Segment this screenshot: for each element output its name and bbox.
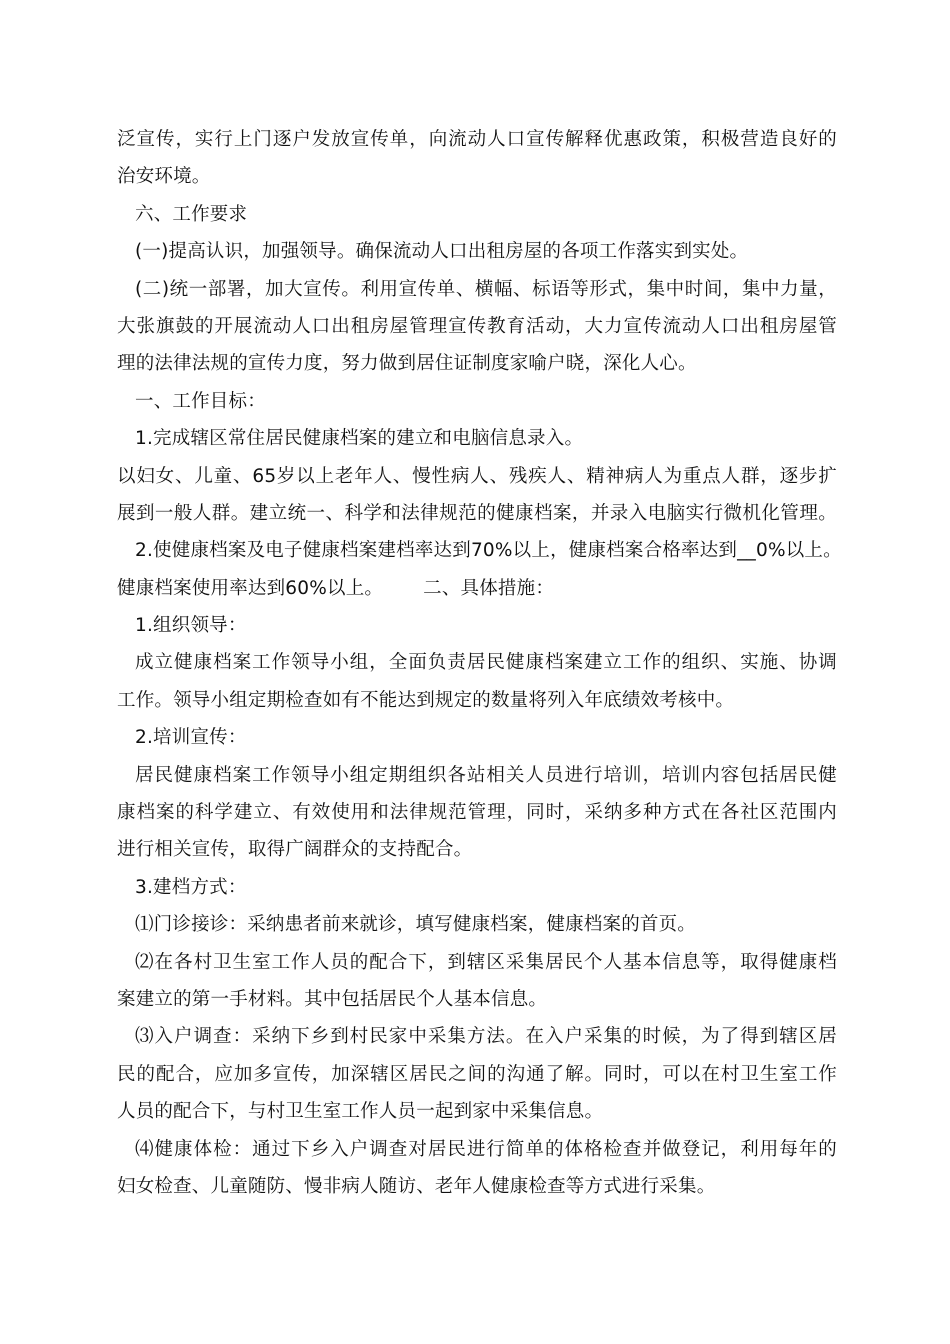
text-line: 工作。领导小组定期检查如有不能达到规定的数量将列入年底绩效考核中。	[117, 689, 735, 711]
text-line: 成立健康档案工作领导小组，全面负责居民健康档案建立工作的组织、实施、协调	[135, 652, 837, 674]
text-line: 居民健康档案工作领导小组定期组织各站相关人员进行培训，培训内容包括居民健	[135, 764, 837, 786]
text-line: 1.完成辖区常住居民健康档案的建立和电脑信息录入。	[135, 428, 584, 450]
text-line: ⑴门诊接诊：采纳患者前来就诊，填写健康档案，健康档案的首页。	[135, 914, 697, 936]
text-line: 民的配合，应加多宣传，加深辖区居民之间的沟通了解。同时，可以在村卫生室工作	[117, 1063, 837, 1085]
text-line: 案建立的第一手材料。其中包括居民个人基本信息。	[117, 988, 548, 1010]
text-segment: 健康档案使用率达到60%以上。	[117, 577, 384, 599]
subsection-heading: 1.组织领导：	[135, 615, 247, 637]
text-line: 康档案的科学建立、有效使用和法律规范管理，同时，采纳多种方式在各社区范围内	[117, 802, 837, 824]
text-line: 大张旗鼓的开展流动人口出租房屋管理宣传教育活动，大力宣传流动人口出租房屋管	[117, 315, 837, 337]
text-line: 以妇女、儿童、65岁以上老年人、慢性病人、残疾人、精神病人为重点人群，逐步扩	[117, 465, 837, 487]
text-line	[117, 570, 837, 607]
text-line: 2.使健康档案及电子健康档案建档率达到70%以上，健康档案合格率达到__0%以上。	[135, 540, 842, 562]
subsection-heading: 2.培训宣传：	[135, 727, 247, 749]
text-line: (一)提高认识，加强领导。确保流动人口出租房屋的各项工作落实到实处。	[135, 241, 749, 263]
text-line: 妇女检查、儿童随防、慢非病人随访、老年人健康检查等方式进行采集。	[117, 1175, 716, 1197]
section-heading: 一、工作目标：	[135, 390, 266, 412]
text-line: ⑷健康体检：通过下乡入户调查对居民进行简单的体格检查并做登记，利用每年的	[135, 1138, 837, 1160]
text-line: 展到一般人群。建立统一、科学和法律规范的健康档案，并录入电脑实行微机化管理。	[117, 502, 837, 524]
text-line: 泛宣传，实行上门逐户发放宣传单，向流动人口宣传解释优惠政策，积极营造良好的	[117, 129, 837, 150]
document-page	[117, 121, 842, 1205]
text-line: ⑵在各村卫生室工作人员的配合下，到辖区采集居民个人基本信息等，取得健康档	[135, 951, 837, 973]
text-line: 治安环境。	[117, 166, 211, 188]
section-heading: 二、具体措施：	[423, 577, 555, 599]
text-line: 理的法律法规的宣传力度，努力做到居住证制度家喻户晓，深化人心。	[117, 353, 697, 375]
text-line: ⑶入户调查：采纳下乡到村民家中采集方法。在入户采集的时候，为了得到辖区居	[135, 1026, 837, 1048]
subsection-heading: 3.建档方式：	[135, 876, 247, 898]
text-line: (二)统一部署，加大宣传。利用宣传单、横幅、标语等形式，集中时间，集中力量，	[135, 278, 837, 300]
text-line: 进行相关宣传，取得广阔群众的支持配合。	[117, 839, 473, 861]
text-line: 人员的配合下，与村卫生室工作人员一起到家中采集信息。	[117, 1101, 604, 1123]
section-heading: 六、工作要求	[135, 203, 248, 225]
